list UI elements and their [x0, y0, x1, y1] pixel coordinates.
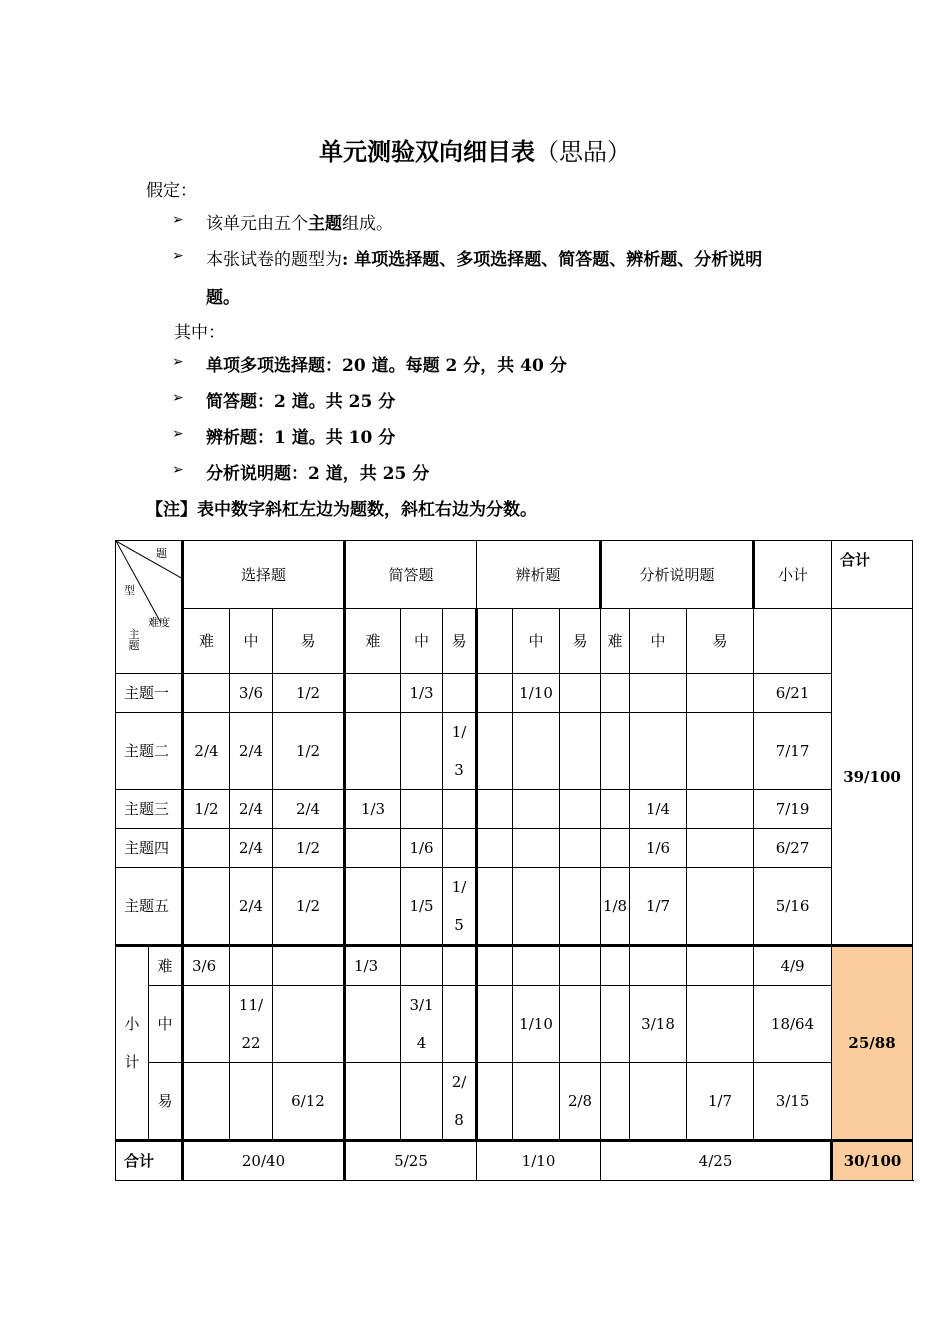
table-cell: 1/7 [630, 868, 687, 946]
table-cell [687, 986, 754, 1063]
table-cell [687, 713, 754, 790]
table-cell [601, 790, 630, 829]
table-cell: 1/5 [401, 868, 443, 946]
table-cell: 2/8 [560, 1063, 601, 1141]
table-cell: 1/6 [401, 829, 443, 868]
item-line: 辨析题：1 道。共 10 分 [206, 428, 396, 448]
table-cell: 1/6 [630, 829, 687, 868]
table-cell [513, 1063, 560, 1141]
table-cell: 3/18 [630, 986, 687, 1063]
table-cell: 2/4 [230, 790, 273, 829]
subtotal-label: 小 计 [116, 946, 149, 1141]
table-cell: 18/64 [754, 986, 832, 1063]
level-cell: 难 [601, 609, 630, 674]
spec-table [115, 540, 913, 1181]
bullet-line-2-cont: 题。 [206, 288, 240, 308]
header-jianda: 简答题 [345, 541, 477, 609]
table-cell [345, 713, 401, 790]
table-cell [345, 986, 401, 1063]
subtotal-total: 25/88 [832, 946, 913, 1141]
table-cell [560, 868, 601, 946]
level-cell: 中 [401, 609, 443, 674]
level-cell: 难 [345, 609, 401, 674]
item-line: 单项多项选择题：20 道。每题 2 分，共 40 分 [206, 356, 567, 376]
table-cell: 2/4 [230, 829, 273, 868]
total-label: 合计 [116, 1141, 183, 1181]
table-cell [477, 868, 513, 946]
table-cell-wrapped: 11/ 22 [230, 986, 273, 1063]
row-label: 主题二 [116, 713, 183, 790]
table-cell [443, 986, 477, 1063]
table-cell [477, 1063, 513, 1141]
table-cell [401, 713, 443, 790]
table-cell [183, 1063, 230, 1141]
table-cell: 5/16 [754, 868, 832, 946]
diagonal-lines [116, 541, 183, 673]
table-cell: 1/10 [513, 986, 560, 1063]
assume-label: 假定： [146, 181, 197, 201]
sub-level: 中 [149, 986, 183, 1063]
bullet-arrow-icon: ➢ [172, 426, 184, 442]
row-label: 主题三 [116, 790, 183, 829]
table-cell [513, 829, 560, 868]
table-cell: 1/2 [273, 674, 345, 713]
page-title: 单元测验双向细目表（思品） [319, 138, 631, 166]
bullet-arrow-icon: ➢ [172, 212, 184, 228]
level-cell [477, 609, 513, 674]
table-cell [477, 946, 513, 986]
total-cell: 5/25 [345, 1141, 477, 1181]
table-cell [513, 713, 560, 790]
table-cell: 6/27 [754, 829, 832, 868]
table-cell [345, 674, 401, 713]
total-cell: 1/10 [477, 1141, 601, 1181]
header-heji: 合计 [832, 541, 913, 609]
diag-label-xing: 型 [124, 584, 135, 597]
header-xiaoji: 小计 [754, 541, 832, 609]
table-cell: 7/17 [754, 713, 832, 790]
total-cell: 4/25 [601, 1141, 832, 1181]
table-cell: 1/4 [630, 790, 687, 829]
table-cell [601, 713, 630, 790]
table-cell [230, 946, 273, 986]
table-cell [443, 674, 477, 713]
table-cell [345, 1063, 401, 1141]
table-cell: 1/3 [345, 790, 401, 829]
bullet-line-2: 本张试卷的题型为: 单项选择题、多项选择题、简答题、辨析题、分析说明 [206, 250, 763, 270]
table-cell [477, 829, 513, 868]
table-cell [630, 946, 687, 986]
table-cell: 3/6 [183, 946, 230, 986]
table-cell [477, 986, 513, 1063]
table-cell: 1/2 [273, 713, 345, 790]
table-cell-wrapped: 1/ 5 [443, 868, 477, 946]
table-cell [513, 946, 560, 986]
level-cell: 易 [443, 609, 477, 674]
table-cell [560, 829, 601, 868]
table-cell [183, 868, 230, 946]
table-cell: 2/4 [230, 868, 273, 946]
table-cell [687, 790, 754, 829]
table-cell: 1/3 [401, 674, 443, 713]
table-cell [560, 946, 601, 986]
table-cell-wrapped: 2/ 8 [443, 1063, 477, 1141]
table-cell: 2/4 [273, 790, 345, 829]
table-cell [443, 946, 477, 986]
table-cell [513, 868, 560, 946]
bullet-arrow-icon: ➢ [172, 462, 184, 478]
note: 【注】表中数字斜杠左边为题数，斜杠右边为分数。 [146, 500, 537, 520]
table-cell: 1/7 [687, 1063, 754, 1141]
level-cell [754, 609, 832, 674]
table-cell [513, 790, 560, 829]
bullet-arrow-icon: ➢ [172, 248, 184, 264]
level-cell: 中 [513, 609, 560, 674]
table-cell [183, 986, 230, 1063]
table-cell [443, 790, 477, 829]
table-cell: 1/8 [601, 868, 630, 946]
table-cell [687, 868, 754, 946]
row-label: 主题五 [116, 868, 183, 946]
table-cell: 7/19 [754, 790, 832, 829]
item-line: 简答题：2 道。共 25 分 [206, 392, 396, 412]
table-cell [687, 674, 754, 713]
table-cell [560, 674, 601, 713]
diagonal-header-cell [116, 541, 183, 674]
table-cell: 4/9 [754, 946, 832, 986]
table-cell [477, 674, 513, 713]
diag-label-zhuti: 主题 [128, 628, 140, 652]
header-xuanze: 选择题 [183, 541, 345, 609]
level-cell: 易 [273, 609, 345, 674]
among-label: 其中： [174, 323, 225, 343]
level-cell: 易 [687, 609, 754, 674]
zhuti-total: 39/100 [832, 609, 913, 946]
table-cell [401, 1063, 443, 1141]
table-cell [560, 986, 601, 1063]
table-cell [601, 829, 630, 868]
table-cell [601, 946, 630, 986]
table-cell: 6/12 [273, 1063, 345, 1141]
level-cell: 难 [183, 609, 230, 674]
table-cell [401, 946, 443, 986]
table-cell [601, 1063, 630, 1141]
level-cell: 易 [560, 609, 601, 674]
table-cell-wrapped: 3/1 4 [401, 986, 443, 1063]
bullet-arrow-icon: ➢ [172, 354, 184, 370]
table-cell [183, 829, 230, 868]
table-cell: 3/15 [754, 1063, 832, 1141]
table-cell [443, 829, 477, 868]
level-cell: 中 [230, 609, 273, 674]
table-cell: 1/10 [513, 674, 560, 713]
bullet-line-1: 该单元由五个主题组成。 [206, 214, 393, 234]
table-cell [345, 829, 401, 868]
total-cell: 20/40 [183, 1141, 345, 1181]
grand-total: 30/100 [832, 1141, 913, 1181]
table-cell [560, 713, 601, 790]
table-cell: 1/2 [273, 829, 345, 868]
table-cell [601, 674, 630, 713]
table-cell [477, 713, 513, 790]
table-cell [687, 829, 754, 868]
table-cell [345, 868, 401, 946]
table-cell [630, 674, 687, 713]
table-cell [230, 1063, 273, 1141]
table-cell [630, 713, 687, 790]
table-cell: 2/4 [183, 713, 230, 790]
table-cell [560, 790, 601, 829]
row-label: 主题一 [116, 674, 183, 713]
table-cell [687, 946, 754, 986]
sub-level: 易 [149, 1063, 183, 1141]
table-cell: 1/2 [183, 790, 230, 829]
table-cell: 3/6 [230, 674, 273, 713]
table-cell [273, 946, 345, 986]
header-bianxi: 辨析题 [477, 541, 601, 609]
table-cell [630, 1063, 687, 1141]
row-label: 主题四 [116, 829, 183, 868]
diag-label-nandu: 难度 [148, 616, 170, 629]
sub-level: 难 [149, 946, 183, 986]
header-fenxi: 分析说明题 [601, 541, 754, 609]
item-line: 分析说明题：2 道，共 25 分 [206, 464, 430, 484]
table-cell [183, 674, 230, 713]
table-cell: 6/21 [754, 674, 832, 713]
table-cell [401, 790, 443, 829]
table-cell [477, 790, 513, 829]
table-cell [601, 986, 630, 1063]
table-cell-wrapped: 1/ 3 [443, 713, 477, 790]
bullet-arrow-icon: ➢ [172, 390, 184, 406]
table-cell: 2/4 [230, 713, 273, 790]
table-cell [273, 986, 345, 1063]
table-cell: 1/3 [345, 946, 401, 986]
table-cell: 1/2 [273, 868, 345, 946]
level-cell: 中 [630, 609, 687, 674]
diag-label-ti: 题 [156, 547, 167, 560]
